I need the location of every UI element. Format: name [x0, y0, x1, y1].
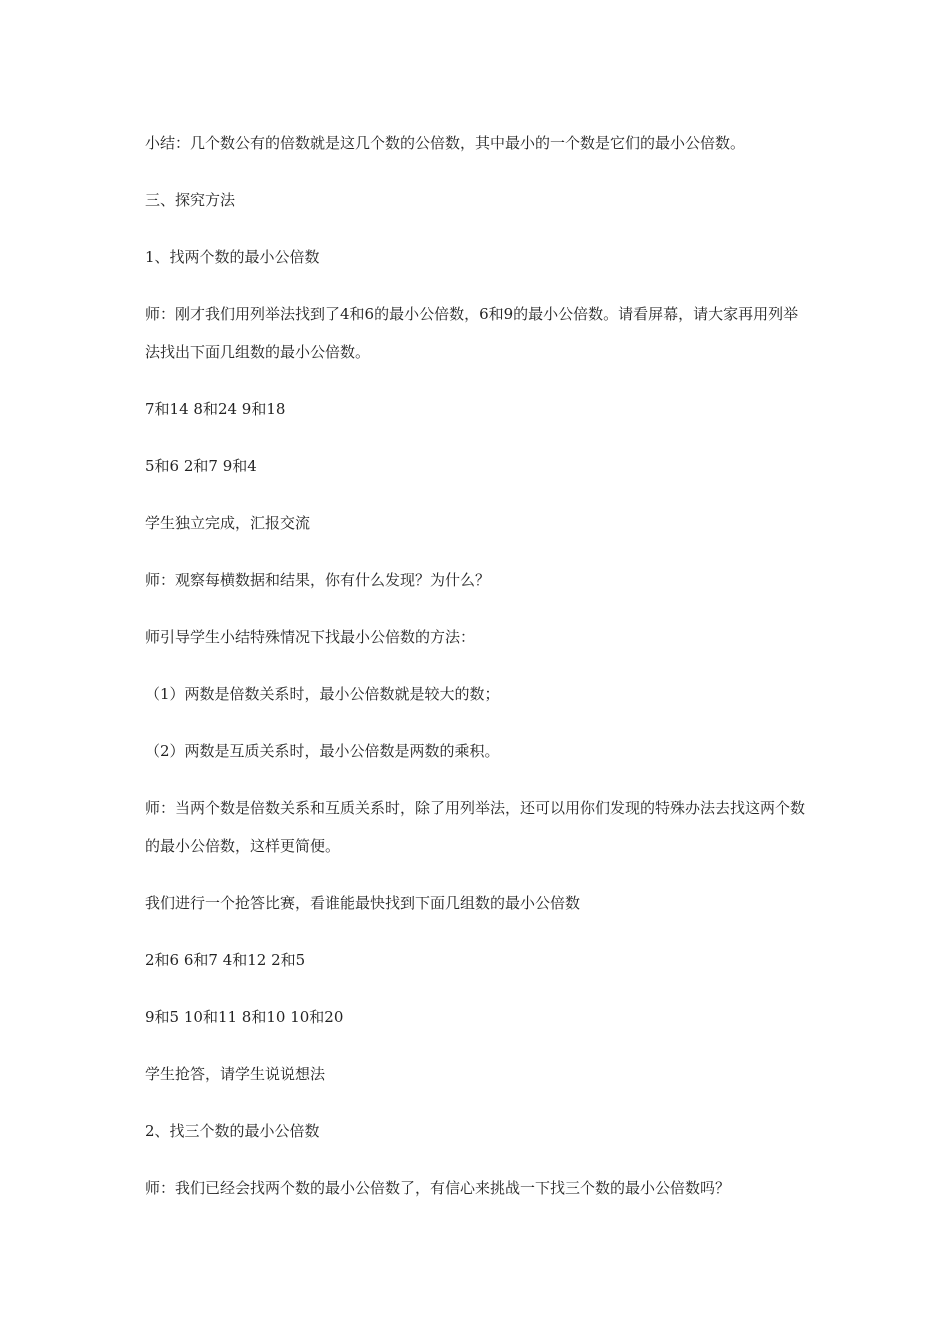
section-heading-explore-methods: 三、探究方法	[145, 191, 236, 209]
teacher-question-paragraph: 师：观察每横数据和结果，你有什么发现？为什么？	[145, 571, 491, 589]
document-body	[145, 124, 810, 1226]
subheading-three-numbers: 2、找三个数的最小公倍数	[145, 1122, 320, 1140]
teacher-paragraph-listing: 师：刚才我们用列举法找到了4和6的最小公倍数，6和9的最小公倍数。请看屏幕，请大家再用列举法找出下面几组数的最小公倍数。	[145, 305, 799, 361]
student-activity-paragraph: 学生独立完成，汇报交流	[145, 514, 311, 532]
student-quiz-paragraph: 学生抢答，请学生说说想法	[145, 1065, 326, 1083]
rule-multiple-relation: （1）两数是倍数关系时，最小公倍数就是较大的数；	[145, 685, 500, 703]
number-group-row-2: 5和6 2和7 9和4	[145, 457, 257, 475]
quiz-number-row-1: 2和6 6和7 4和12 2和5	[145, 951, 306, 969]
rule-coprime-relation: （2）两数是互质关系时，最小公倍数是两数的乘积。	[145, 742, 500, 760]
number-group-row-1: 7和14 8和24 9和18	[145, 400, 286, 418]
quiz-number-row-2: 9和5 10和11 8和10 10和20	[145, 1008, 344, 1026]
teacher-paragraph-special-method: 师：当两个数是倍数关系和互质关系时，除了用列举法，还可以用你们发现的特殊办法去找这两个数的最小公倍数，这样更简便。	[145, 799, 806, 855]
teacher-challenge-paragraph: 师：我们已经会找两个数的最小公倍数了，有信心来挑战一下找三个数的最小公倍数吗？	[145, 1179, 731, 1197]
quiz-intro-paragraph: 我们进行一个抢答比赛，看谁能最快找到下面几组数的最小公倍数	[145, 894, 581, 912]
teacher-guide-paragraph: 师引导学生小结特殊情况下找最小公倍数的方法：	[145, 628, 476, 646]
summary-paragraph: 小结：几个数公有的倍数就是这几个数的公倍数，其中最小的一个数是它们的最小公倍数。	[145, 134, 746, 152]
subheading-two-numbers: 1、找两个数的最小公倍数	[145, 248, 320, 266]
